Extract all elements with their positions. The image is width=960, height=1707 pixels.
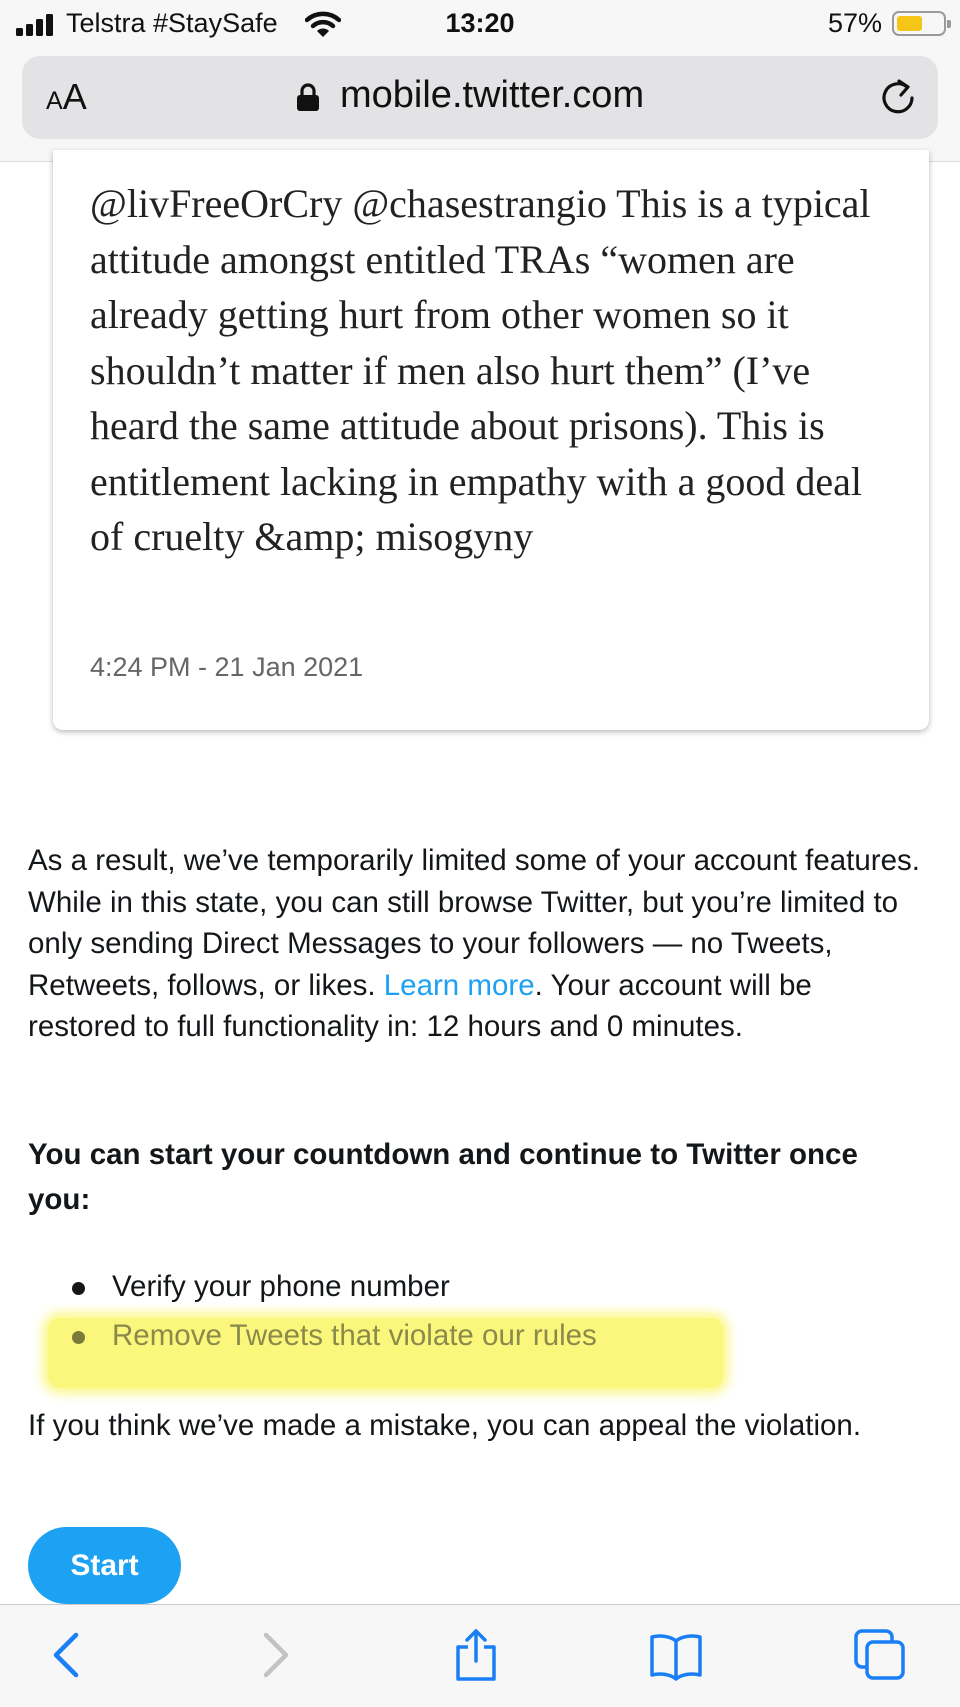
requirement-label: Verify your phone number (112, 1270, 450, 1303)
carrier-name: Telstra #StaySafe (66, 8, 278, 38)
notice-text-after-link: . Your account will be restored to full functionality in: 12 hours and 0 minutes. (28, 968, 812, 1043)
back-icon[interactable] (40, 1627, 96, 1683)
status-bar (0, 0, 960, 50)
notice-text-before-link: As a result, we’ve temporarily limited some of your account features. While in this state, you can still browse Twitter, but you’re limited to only sending Direct Messages to your followers — no Tweets, Retweets, follows, or likes. (28, 844, 920, 1002)
reload-icon[interactable] (876, 76, 920, 120)
lock-icon (296, 82, 320, 112)
browser-toolbar (0, 1604, 960, 1707)
bullet (72, 1331, 85, 1344)
start-button[interactable]: Start (28, 1527, 181, 1604)
limitation-notice (28, 840, 928, 1048)
learn-more-link[interactable]: Learn more (383, 968, 535, 1002)
clock: 13:20 (445, 8, 515, 38)
bullet (72, 1282, 85, 1295)
countdown-heading: You can start your countdown and continue to Twitter once you: (28, 1138, 858, 1216)
battery-icon (892, 11, 946, 36)
browser-address-bar (0, 50, 960, 162)
quoted-tweet-card (53, 150, 929, 730)
appeal-text: If you think we’ve made a mistake, you can appeal the violation. (28, 1409, 862, 1442)
battery-level (897, 16, 922, 31)
text-size-button[interactable]: AA (46, 76, 87, 117)
bookmarks-icon[interactable] (648, 1627, 704, 1683)
tweet-text: @livFreeOrCry @chasestrangio This is a typical attitude amongst entitled TRAs “women are already getting hurt from other women so it shouldn’t matter if men also hurt them” (I’ve heard the same attitude about prisons). This is entitlement lacking in empathy with a good deal of cruelty &amp; misogyny (90, 181, 871, 559)
tabs-icon[interactable] (852, 1627, 908, 1683)
url-field[interactable] (22, 56, 938, 139)
share-icon[interactable] (448, 1627, 504, 1683)
requirement-label: Remove Tweets that violate our rules (112, 1319, 597, 1352)
battery-percentage: 57% (828, 8, 883, 38)
url-text[interactable]: mobile.twitter.com (340, 74, 645, 116)
forward-icon[interactable] (246, 1627, 302, 1683)
tweet-timestamp: 4:24 PM - 21 Jan 2021 (90, 652, 364, 682)
